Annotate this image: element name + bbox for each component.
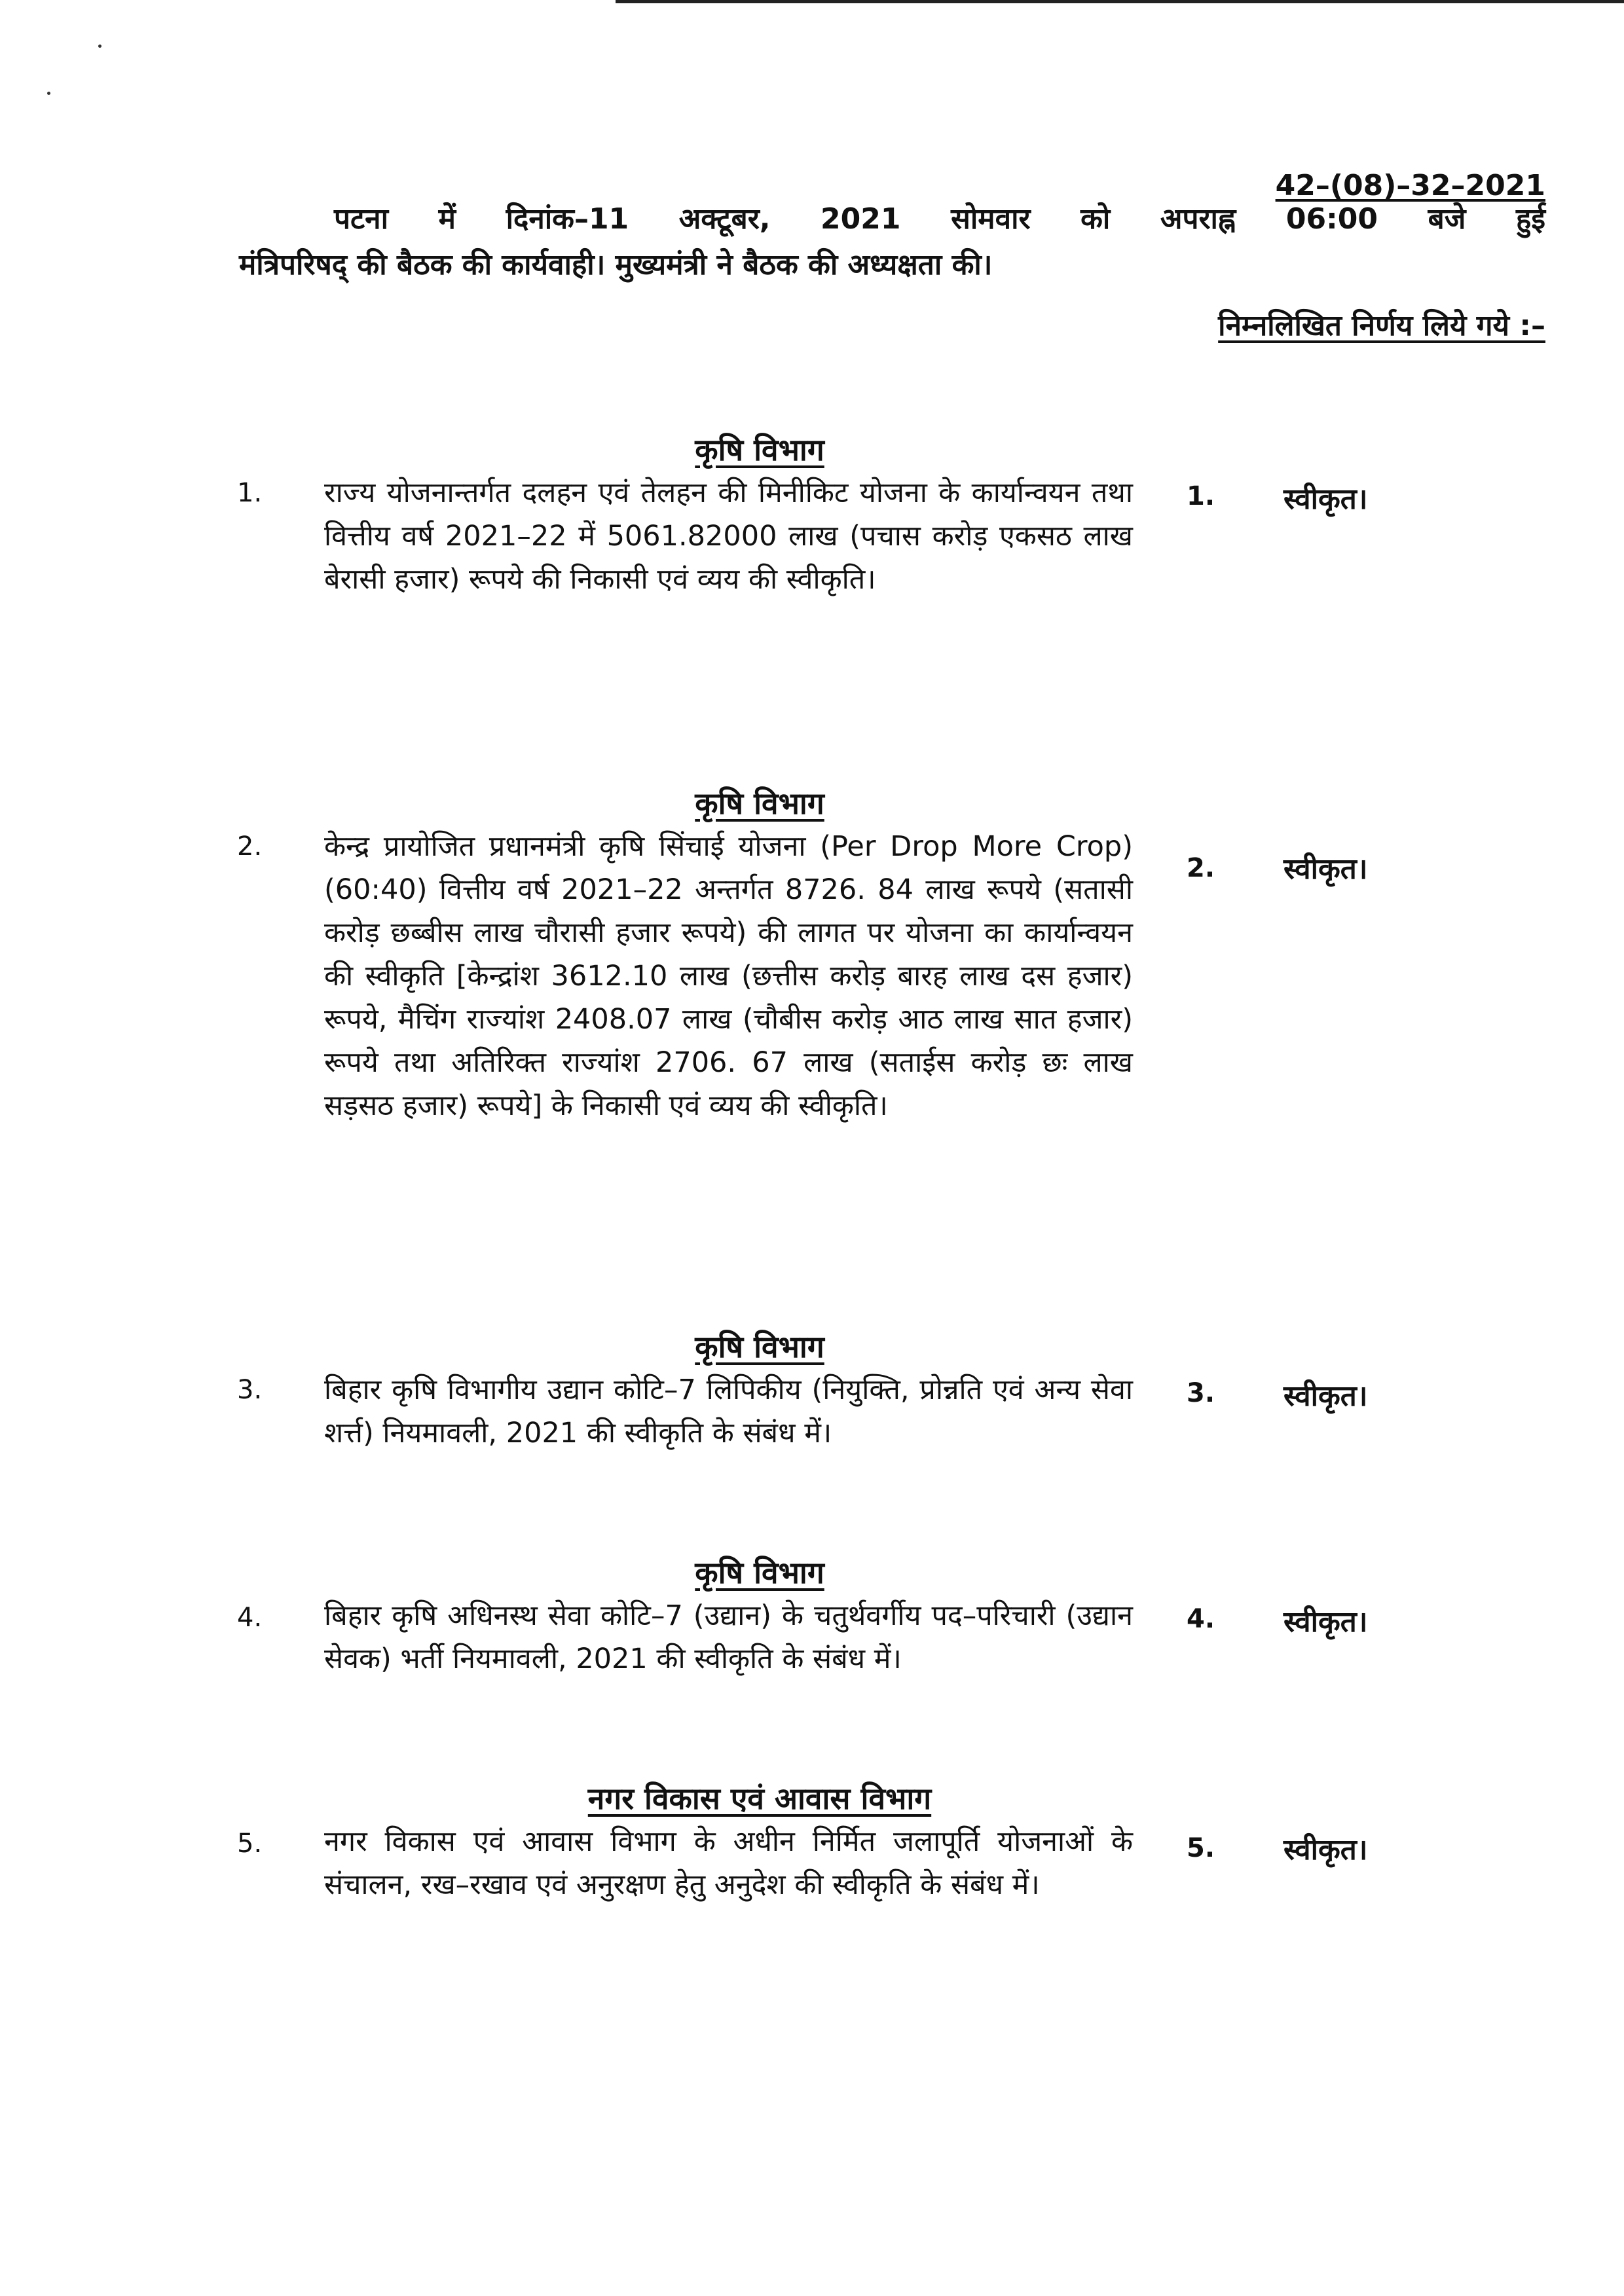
decision-status: स्वीकृत।	[1283, 852, 1368, 886]
top-border-line	[616, 0, 1624, 3]
scan-speck	[47, 92, 50, 95]
decision-number: 4.	[1187, 1604, 1215, 1634]
item-text: नगर विकास एवं आवास विभाग के अधीन निर्मित जलापूर्ति योजनाओं के संचालन, रख–रखाव एवं अनुरक्षण हेतु अनुदेश की स्वीकृति के संबंध में।	[324, 1825, 1133, 1901]
item-number: 5.	[237, 1829, 263, 1859]
department-heading: कृषि विभाग	[695, 432, 824, 467]
department-heading: कृषि विभाग	[695, 1329, 824, 1364]
header-line-1: पटना में दिनांक–11 अक्टूबर, 2021 सोमवार को अपराह्न 06:00 बजे हुई	[334, 202, 1545, 236]
decision-number: 2.	[1187, 853, 1215, 883]
item-text: बिहार कृषि विभागीय उद्यान कोटि–7 लिपिकीय (नियुक्ति, प्रोन्नति एवं अन्य सेवा शर्त्त) नियमावली, 2021 की स्वीकृति के संबंध में।	[324, 1374, 1133, 1449]
department-heading: कृषि विभाग	[695, 786, 824, 821]
decision-status: स्वीकृत।	[1283, 1379, 1368, 1413]
item-text: राज्य योजनान्तर्गत दलहन एवं तेलहन की मिनीकिट योजना के कार्यान्वयन तथा वित्तीय वर्ष 2021–22 में 5061.82000 लाख (पचास करोड़ एकसठ लाख बेरासी हजार) रूपये की निकासी एवं व्यय की स्वीकृति।	[324, 477, 1133, 596]
item-number: 2.	[237, 831, 263, 862]
reference-number: 42–(08)–32–2021	[1275, 169, 1545, 202]
decision-number: 1.	[1187, 481, 1215, 511]
department-heading: कृषि विभाग	[695, 1555, 824, 1590]
item-number: 1.	[237, 478, 263, 508]
department-heading: नगर विकास एवं आवास विभाग	[587, 1781, 932, 1816]
item-number: 3.	[237, 1375, 263, 1405]
decision-number: 5.	[1187, 1833, 1215, 1863]
item-text: केन्द्र प्रायोजित प्रधानमंत्री कृषि सिंचाई योजना (Per Drop More Crop) (60:40) वित्तीय वर्ष 2021–22 अन्तर्गत 8726. 84 लाख रूपये (सतासी करोड़ छब्बीस लाख चौरासी हजार रूपये) की लागत पर योजना का कार्यान्वयन की स्वीकृति [केन्द्रांश 3612.10 लाख (छत्तीस करोड़ बारह लाख दस हजार) रूपये, मैचिंग राज्यांश 2408.07 लाख (चौबीस करोड़ आठ लाख सात हजार) रूपये तथा अतिरिक्त राज्यांश 2706. 67 लाख (सताईस करोड़ छः लाख सड़सठ हजार) रूपये] के निकासी एवं व्यय की स्वीकृति।	[324, 830, 1133, 1122]
item-number: 4.	[237, 1603, 263, 1633]
decision-number: 3.	[1187, 1378, 1215, 1408]
meeting-header	[239, 196, 1545, 288]
header-line-2: मंत्रिपरिषद् की बैठक की कार्यवाही। मुख्यमंत्री ने बैठक की अध्यक्षता की।	[239, 248, 993, 282]
decisions-heading: निम्नलिखित निर्णय लिये गये :–	[1218, 309, 1545, 342]
decision-status: स्वीकृत।	[1283, 483, 1368, 516]
scan-speck	[98, 45, 101, 48]
decision-status: स्वीकृत।	[1283, 1833, 1368, 1867]
decision-status: स्वीकृत।	[1283, 1605, 1368, 1639]
item-text: बिहार कृषि अधिनस्थ सेवा कोटि–7 (उद्यान) के चतुर्थवर्गीय पद–परिचारी (उद्यान सेवक) भर्ती नियमावली, 2021 की स्वीकृति के संबंध में।	[324, 1599, 1133, 1675]
